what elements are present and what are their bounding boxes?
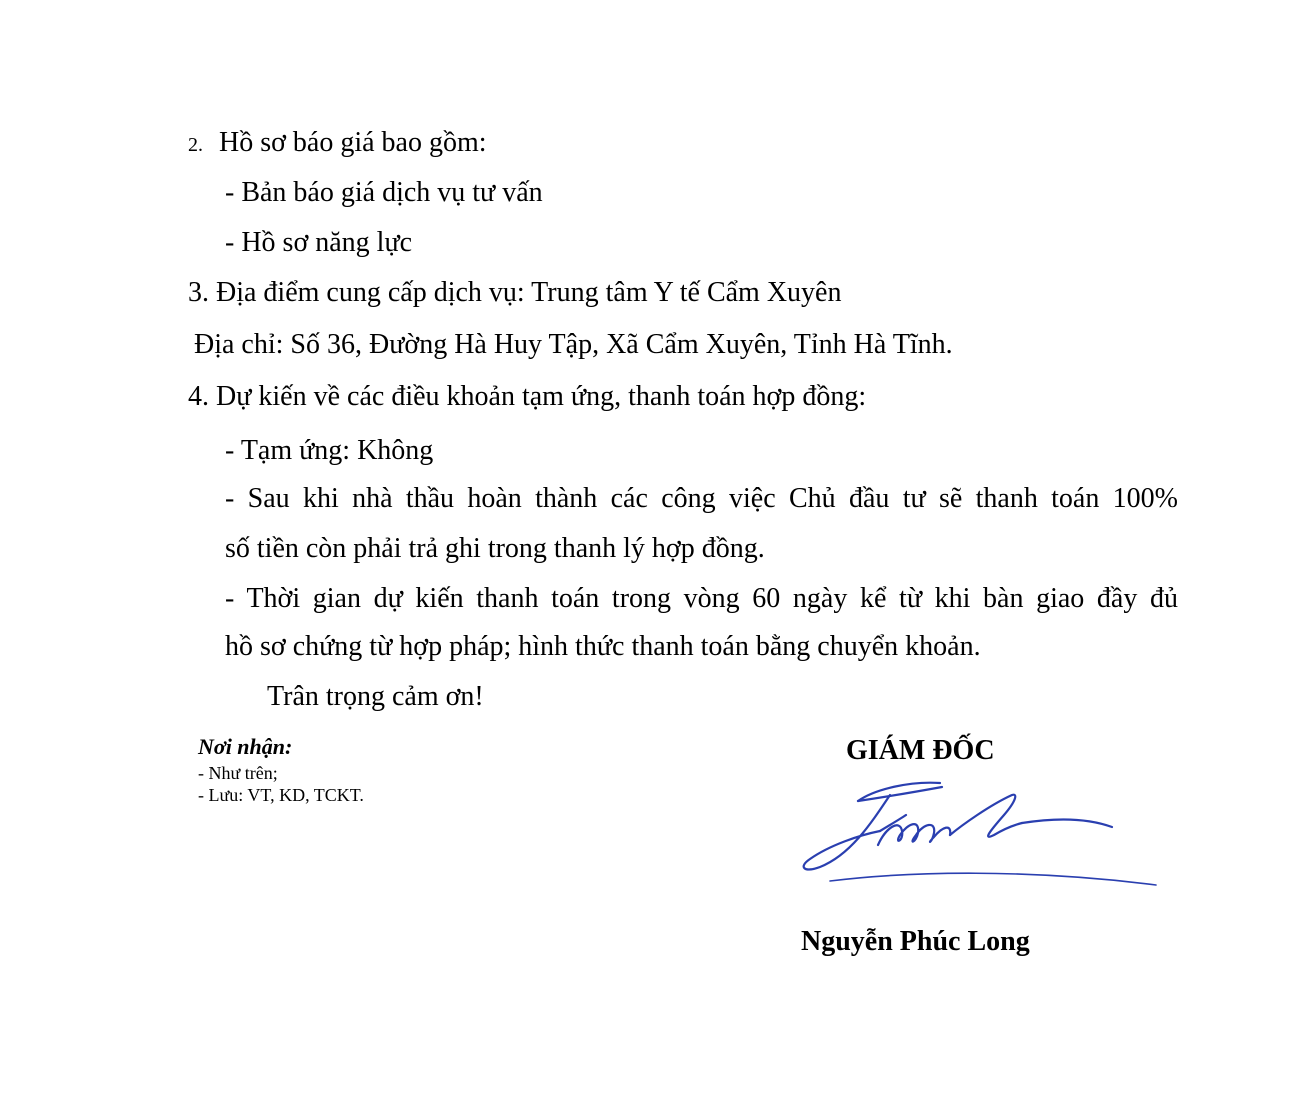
item-2-number: 2. (188, 134, 203, 156)
item-4-sub-2-line-2: số tiền còn phải trả ghi trong thanh lý hợp đồng. (225, 533, 765, 564)
handwritten-signature (790, 775, 1170, 895)
signer-title: GIÁM ĐỐC (846, 735, 995, 766)
signer-name: Nguyễn Phúc Long (801, 926, 1030, 957)
item-2-text: Hồ sơ báo giá bao gồm: (219, 127, 487, 158)
item-2-sub-1: - Bản báo giá dịch vụ tư vấn (225, 177, 543, 208)
item-4: 4. Dự kiến về các điều khoản tạm ứng, thanh toán hợp đồng: (188, 381, 867, 412)
item-3: 3. Địa điểm cung cấp dịch vụ: Trung tâm Y tế Cẩm Xuyên (188, 277, 842, 308)
item-4-sub-1: - Tạm ứng: Không (225, 435, 434, 466)
item-4-sub-3-line-2: hồ sơ chứng từ hợp pháp; hình thức thanh toán bằng chuyển khoản. (225, 631, 981, 662)
item-4-sub-2-line-1: - Sau khi nhà thầu hoàn thành các công việc Chủ đầu tư sẽ thanh toán 100% (225, 483, 1178, 514)
recipients-title: Nơi nhận: (198, 734, 293, 759)
item-4-sub-3-line-1: - Thời gian dự kiến thanh toán trong vòng 60 ngày kể từ khi bàn giao đầy đủ (225, 583, 1178, 614)
item-3-address: Địa chỉ: Số 36, Đường Hà Huy Tập, Xã Cẩm Xuyên, Tỉnh Hà Tĩnh. (194, 329, 953, 360)
item-2 (188, 126, 487, 162)
item-2-sub-2: - Hồ sơ năng lực (225, 227, 413, 258)
closing-text: Trân trọng cảm ơn! (267, 681, 484, 712)
recipient-item-2: - Lưu: VT, KD, TCKT. (198, 785, 364, 805)
recipient-item-1: - Như trên; (198, 763, 278, 783)
